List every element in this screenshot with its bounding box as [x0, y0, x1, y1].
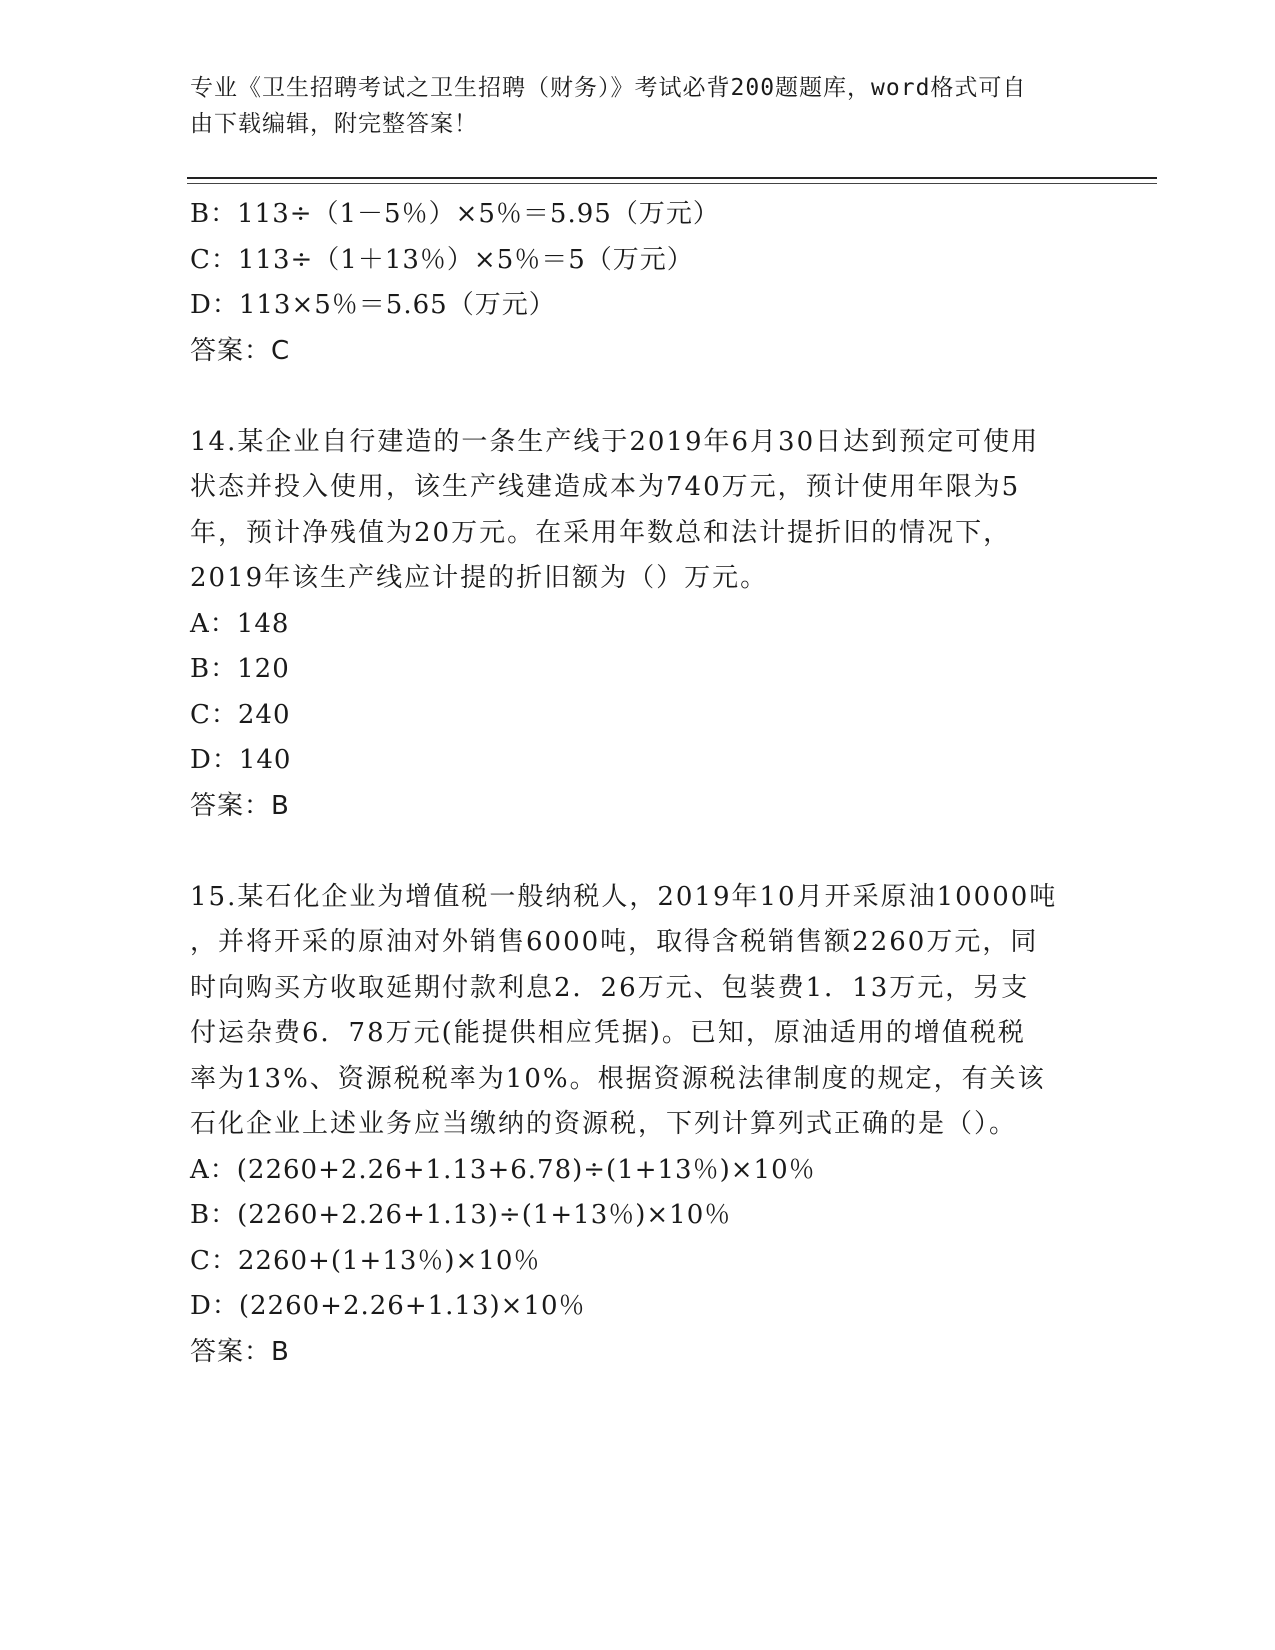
option-a: A：148: [190, 608, 290, 639]
option-b: B：113÷（1－5％）×5％＝5.95（万元）: [190, 199, 720, 229]
question-stem-line: 2019年该生产线应计提的折旧额为（）万元。: [190, 563, 769, 593]
option-b: B：(2260+2.26+1.13)÷(1+13％)×10％: [190, 1200, 732, 1230]
question-14: [190, 420, 1090, 830]
spacer: [190, 374, 1090, 420]
option-c: C：2260+(1+13％)×10％: [190, 1245, 541, 1276]
answer-line: 答案：B: [190, 1336, 290, 1367]
question-stem-line: 石化企业上述业务应当缴纳的资源税，下列计算列式正确的是（）。: [190, 1109, 1018, 1139]
question-stem-line: 年，预计净残值为20万元。在采用年数总和法计提折旧的情况下，: [190, 517, 1012, 548]
header-divider-thin: [187, 183, 1157, 184]
option-c: C：240: [190, 699, 291, 730]
option-d: D：(2260+2.26+1.13)×10％: [190, 1291, 586, 1321]
spacer: [190, 829, 1090, 875]
question-stem-line: 率为13%、资源税税率为10%。根据资源税法律制度的规定，有关该: [190, 1063, 1046, 1094]
question-13-continued: [190, 192, 1090, 374]
question-stem-line: 状态并投入使用，该生产线建造成本为740万元，预计使用年限为5: [190, 472, 1021, 502]
question-15: [190, 875, 1090, 1376]
option-c: C：113÷（1＋13％）×5％＝5（万元）: [190, 244, 694, 275]
question-stem-line: ，并将开采的原油对外销售6000吨，取得含税销售额2260万元，同: [190, 927, 1039, 957]
question-stem-line: 付运杂费6．78万元(能提供相应凭据)。已知，原油适用的增值税税: [190, 1018, 1026, 1048]
header-divider-thick: [187, 177, 1157, 179]
header-line-2: 由下载编辑，附完整答案！: [190, 111, 478, 137]
question-stem-line: 时向购买方收取延期付款利息2．26万元、包装费1．13万元，另支: [190, 972, 1030, 1003]
option-d: D：113×5％＝5.65（万元）: [190, 290, 556, 320]
question-stem-line: 15.某石化企业为增值税一般纳税人，2019年10月开采原油10000吨: [190, 881, 1058, 912]
document-body: [190, 192, 1090, 1375]
answer-line: 答案：C: [190, 335, 291, 366]
option-a: A：(2260+2.26+1.13+6.78)÷(1+13％)×10％: [190, 1154, 816, 1185]
answer-line: 答案：B: [190, 790, 290, 821]
header-line-1: 专业《卫生招聘考试之卫生招聘（财务）》考试必背200题题库，word格式可自: [190, 75, 1027, 101]
option-d: D：140: [190, 745, 292, 775]
question-stem-line: 14.某企业自行建造的一条生产线于2019年6月30日达到预定可使用: [190, 426, 1040, 457]
option-b: B：120: [190, 654, 290, 684]
document-header: [190, 70, 1090, 142]
